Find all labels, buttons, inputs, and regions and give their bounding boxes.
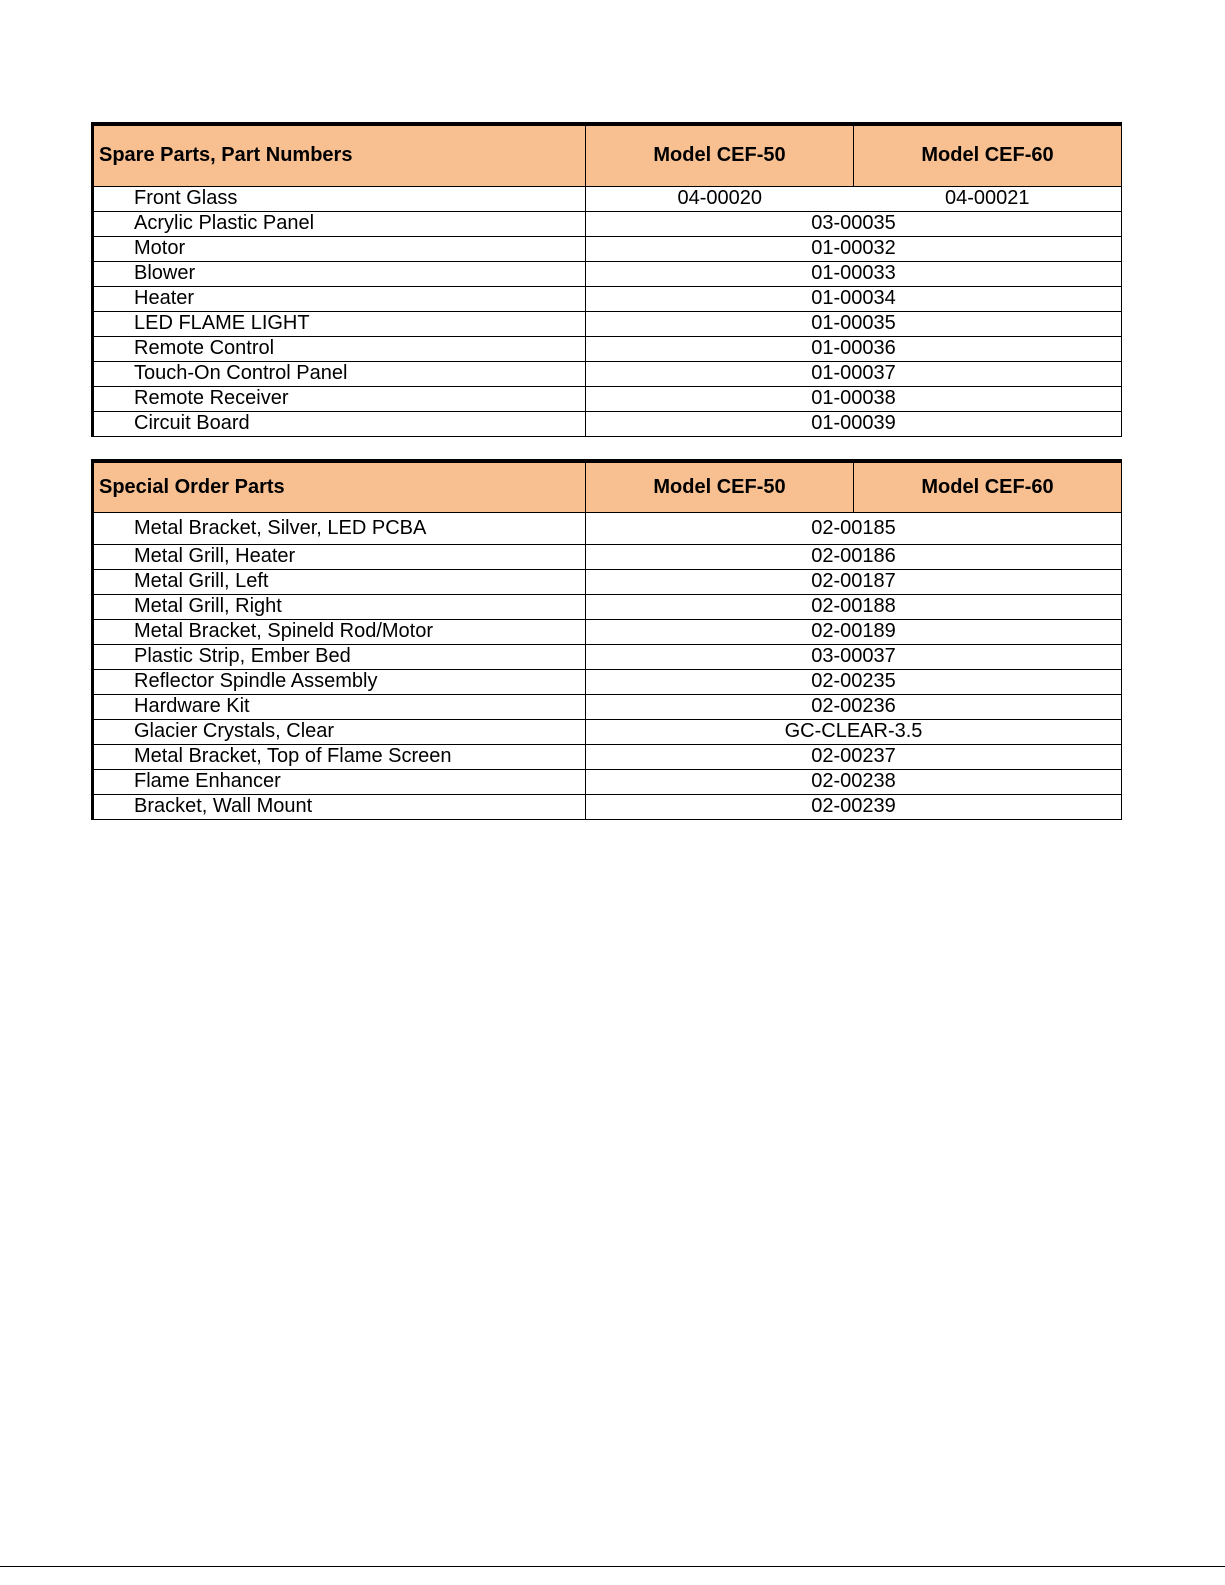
part-number-shared: 03-00037	[586, 644, 1122, 669]
part-name: Metal Grill, Heater	[93, 544, 586, 569]
table-row	[93, 512, 1122, 544]
table-row	[93, 336, 1122, 361]
part-number-shared: 02-00185	[586, 512, 1122, 544]
part-name: Metal Bracket, Top of Flame Screen	[93, 744, 586, 769]
part-number-shared: 01-00036	[586, 336, 1122, 361]
table-row	[93, 569, 1122, 594]
part-number-shared: 02-00236	[586, 694, 1122, 719]
part-number-shared: 02-00186	[586, 544, 1122, 569]
part-number-cef-60: 04-00021	[854, 186, 1122, 211]
table-row	[93, 286, 1122, 311]
part-name: Remote Control	[93, 336, 586, 361]
table-row	[93, 644, 1122, 669]
part-name: Metal Bracket, Silver, LED PCBA	[93, 512, 586, 544]
part-number-shared: 02-00237	[586, 744, 1122, 769]
special-order-title: Special Order Parts	[93, 461, 586, 512]
part-name: Flame Enhancer	[93, 769, 586, 794]
table-row	[93, 594, 1122, 619]
special-order-header-row	[93, 461, 1122, 512]
part-name: Glacier Crystals, Clear	[93, 719, 586, 744]
table-row	[93, 386, 1122, 411]
part-name: Reflector Spindle Assembly	[93, 669, 586, 694]
table-row	[93, 236, 1122, 261]
part-name: Plastic Strip, Ember Bed	[93, 644, 586, 669]
part-name: Bracket, Wall Mount	[93, 794, 586, 819]
part-number-shared: 01-00034	[586, 286, 1122, 311]
table-row	[93, 744, 1122, 769]
part-name: Hardware Kit	[93, 694, 586, 719]
part-number-shared: 02-00187	[586, 569, 1122, 594]
part-name: LED FLAME LIGHT	[93, 311, 586, 336]
part-name: Front Glass	[93, 186, 586, 211]
table-row	[93, 186, 1122, 211]
column-header-cef-50: Model CEF-50	[586, 124, 854, 186]
part-name: Touch-On Control Panel	[93, 361, 586, 386]
column-header-cef-60: Model CEF-60	[854, 461, 1122, 512]
table-row	[93, 619, 1122, 644]
part-name: Acrylic Plastic Panel	[93, 211, 586, 236]
part-name: Metal Bracket, Spineld Rod/Motor	[93, 619, 586, 644]
table-row	[93, 361, 1122, 386]
part-number-shared: 02-00188	[586, 594, 1122, 619]
special-order-body	[93, 512, 1122, 819]
part-number-shared: 01-00039	[586, 411, 1122, 436]
column-header-cef-60: Model CEF-60	[854, 124, 1122, 186]
part-number-shared: 01-00038	[586, 386, 1122, 411]
page-bottom-rule	[0, 1566, 1225, 1567]
part-name: Circuit Board	[93, 411, 586, 436]
table-row	[93, 411, 1122, 436]
part-number-shared: 01-00035	[586, 311, 1122, 336]
table-row	[93, 769, 1122, 794]
part-number-shared: 02-00238	[586, 769, 1122, 794]
part-number-shared: 02-00239	[586, 794, 1122, 819]
part-number-shared: 01-00032	[586, 236, 1122, 261]
part-number-shared: 01-00037	[586, 361, 1122, 386]
part-name: Remote Receiver	[93, 386, 586, 411]
part-name: Heater	[93, 286, 586, 311]
part-name: Metal Grill, Right	[93, 594, 586, 619]
part-number-cef-50: 04-00020	[586, 186, 854, 211]
table-row	[93, 669, 1122, 694]
table-row	[93, 694, 1122, 719]
spare-parts-body	[93, 186, 1122, 436]
part-name: Motor	[93, 236, 586, 261]
spare-parts-header-row	[93, 124, 1122, 186]
table-row	[93, 719, 1122, 744]
part-number-shared: 02-00235	[586, 669, 1122, 694]
spare-parts-table	[91, 122, 1122, 437]
table-row	[93, 261, 1122, 286]
special-order-table	[91, 459, 1122, 820]
part-name: Metal Grill, Left	[93, 569, 586, 594]
table-row	[93, 211, 1122, 236]
table-row	[93, 794, 1122, 819]
column-header-cef-50: Model CEF-50	[586, 461, 854, 512]
part-name: Blower	[93, 261, 586, 286]
part-number-shared: GC-CLEAR-3.5	[586, 719, 1122, 744]
table-row	[93, 544, 1122, 569]
part-number-shared: 03-00035	[586, 211, 1122, 236]
table-row	[93, 311, 1122, 336]
spare-parts-title: Spare Parts, Part Numbers	[93, 124, 586, 186]
part-number-shared: 02-00189	[586, 619, 1122, 644]
part-number-shared: 01-00033	[586, 261, 1122, 286]
